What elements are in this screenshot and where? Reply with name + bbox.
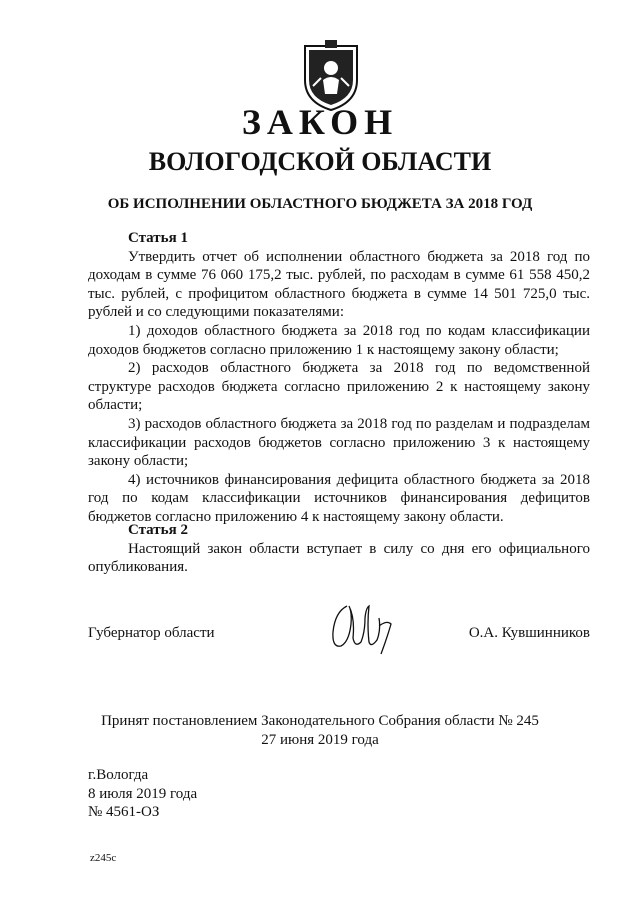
adoption-line-1: Принят постановлением Законодательного Собрания области № 245 xyxy=(101,713,539,729)
article-1-item-3: 3) расходов областного бюджета за 2018 год по разделам и подразделам классификации расходов бюджетов согласно приложению 3 к настоящему закону области; xyxy=(88,415,590,470)
governor-name: О.А. Кувшинников xyxy=(468,625,590,641)
document-subject: ОБ ИСПОЛНЕНИИ ОБЛАСТНОГО БЮДЖЕТА ЗА 2018 ГОД xyxy=(107,196,533,212)
article-1-item-4: 4) источников финансирования дефицита областного бюджета за 2018 год по кодам классификации источников финансирования дефицитов бюджетов согласно приложению 4 к настоящему закону области. xyxy=(88,471,590,525)
document-code: z245c xyxy=(90,852,117,864)
sign-date: 8 июля 2019 года xyxy=(88,785,198,802)
article-2-paragraph: Настоящий закон области вступает в силу со дня его официального опубликования. xyxy=(88,540,590,576)
signature-icon xyxy=(325,598,400,658)
article-1-item-1: 1) доходов областного бюджета за 2018 год по кодам классификации доходов бюджетов согласно приложению 1 к настоящему закону области; xyxy=(88,322,590,358)
document-meta xyxy=(88,766,197,822)
governor-role: Губернатор области xyxy=(88,625,215,641)
law-number: № 4561-ОЗ xyxy=(88,804,160,821)
article-2-title: Статья 2 xyxy=(128,522,188,538)
article-1-item-2: 2) расходов областного бюджета за 2018 год по ведомственной структуре расходов бюджета согласно приложению 2 к настоящему закону области; xyxy=(88,360,590,414)
article-1 xyxy=(88,229,590,527)
adoption-line-2: 27 июня 2019 года xyxy=(261,732,379,748)
article-1-title: Статья 1 xyxy=(128,230,188,246)
law-title: ЗАКОН xyxy=(241,102,399,142)
adoption-note xyxy=(0,712,640,750)
article-2 xyxy=(88,521,590,577)
city: г.Вологда xyxy=(88,767,149,783)
article-1-paragraph: Утвердить отчет об исполнении областного бюджета за 2018 год по доходам в сумме 76 060 175,2 тыс. рублей, по расходам в сумме 61 558 450,2 тыс. рублей, с профицитом областного бюджета в сумме 14 501 725,0 тыс. рублей и со следующими показателями: xyxy=(88,248,590,321)
region-title: ВОЛОГОДСКОЙ ОБЛАСТИ xyxy=(148,147,492,176)
